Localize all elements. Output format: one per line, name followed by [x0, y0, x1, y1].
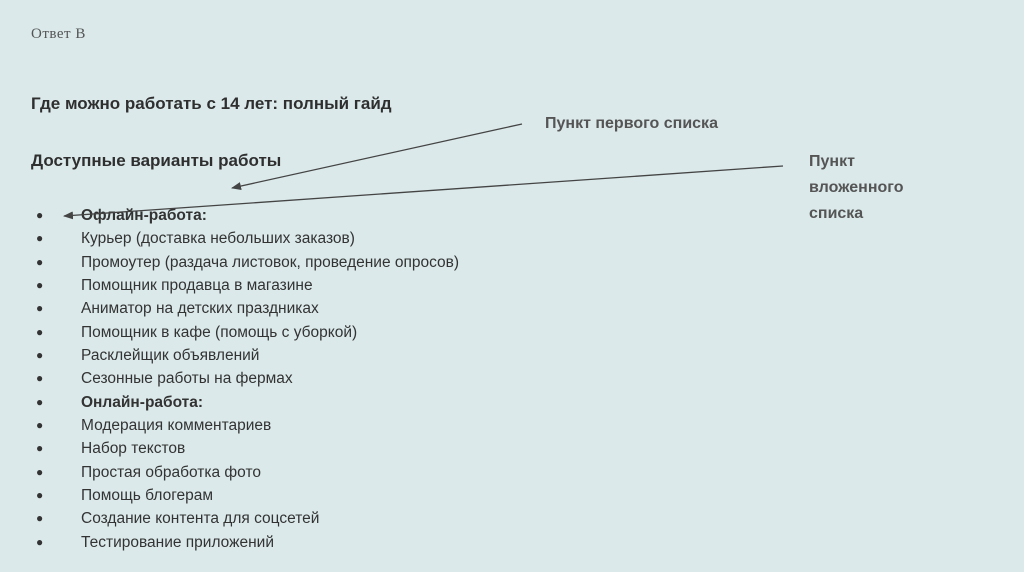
list-item-text: Онлайн-работа: — [81, 393, 204, 411]
list-item-text: Помощник в кафе (помощь с уборкой) — [81, 323, 358, 341]
list-item-text: Создание контента для соцсетей — [81, 510, 320, 528]
list-item-text: Промоутер (раздача листовок, проведение опросов) — [81, 253, 460, 271]
list-item-text: Помощник продавца в магазине — [81, 277, 313, 295]
list-item-text: Аниматор на детских праздниках — [81, 300, 319, 318]
bullet-icon: ● — [36, 464, 44, 479]
list-item-text: Простая обработка фото — [81, 463, 261, 481]
list-item-text: Помощь блогерам — [81, 487, 214, 505]
bullet-icon: ● — [36, 441, 44, 456]
list-item-text: Курьер (доставка небольших заказов) — [81, 230, 355, 248]
bullet-icon: ● — [36, 511, 44, 526]
list-item-text: Офлайн-работа: — [81, 207, 207, 224]
list-item-text: Тестирование приложений — [81, 533, 274, 551]
bullet-icon: ● — [36, 348, 44, 363]
list-item-text: Набор текстов — [81, 440, 186, 458]
arrow-first-list-item — [232, 124, 522, 188]
bullet-icon: ● — [36, 254, 44, 269]
bullet-icon: ● — [36, 278, 44, 293]
list-item-text: Модерация комментариев — [81, 417, 272, 435]
bullet-icon: ● — [36, 231, 44, 246]
answer-label: Ответ В — [31, 26, 86, 42]
bullet-icon: ● — [36, 488, 44, 503]
list-item-text: Сезонные работы на фермах — [81, 370, 293, 388]
callout-first-list-item: Пункт первого списка — [545, 115, 718, 132]
arrow-nested-list-item — [64, 166, 783, 216]
bullet-icon: ● — [36, 208, 44, 222]
bullet-icon: ● — [36, 394, 44, 409]
bullet-icon: ● — [36, 301, 44, 316]
document-subtitle: Доступные варианты работы — [31, 151, 282, 170]
callout-nested-list-item: Пункт вложенного списка — [809, 153, 904, 222]
list-item-text: Расклейщик объявлений — [81, 347, 260, 365]
bullet-icon: ● — [36, 418, 44, 433]
bullet-icon: ● — [36, 534, 44, 549]
bullet-icon: ● — [36, 371, 44, 386]
bullet-icon: ● — [36, 324, 44, 339]
document-title: Где можно работать с 14 лет: полный гайд — [31, 94, 392, 113]
